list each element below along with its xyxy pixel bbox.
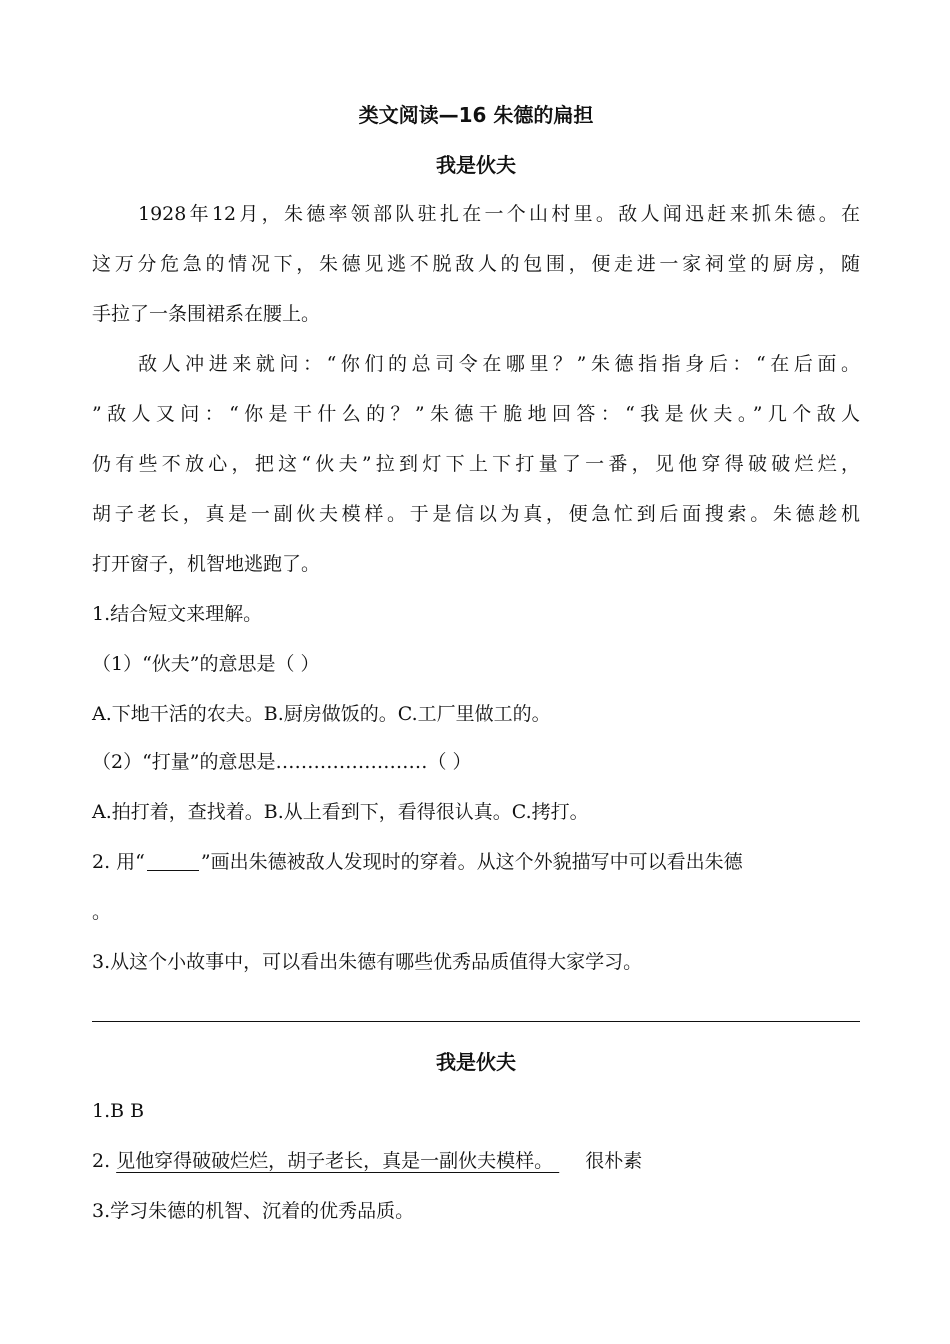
- question-1-2-options: A.拍打着，查找着。B.从上看到下，看得很认真。C.拷打。: [92, 801, 589, 823]
- section-divider: [92, 1021, 860, 1022]
- paragraph-line-5: ”敌人又问：“你是干什么的？”朱德干脆地回答：“我是伙夫。”几个敌人: [92, 403, 860, 425]
- story-title: 我是伙夫: [436, 153, 516, 177]
- answer-2-prefix: 2.: [92, 1150, 117, 1172]
- answers-title: 我是伙夫: [436, 1050, 516, 1074]
- answer-2-underlined-text: 见他穿得破破烂烂，胡子老长，真是一副伙夫模样。: [116, 1150, 560, 1172]
- main-title: 类文阅读—16 朱德的扁担: [358, 103, 594, 127]
- question-1-1-options: A.下地干活的农夫。B.厨房做饭的。C.工厂里做工的。: [92, 703, 551, 725]
- paragraph-line-4: 敌人冲进来就问：“你们的总司令在哪里？”朱德指指身后：“在后面。: [138, 353, 860, 375]
- answer-3: 3.学习朱德的机智、沉着的优秀品质。: [92, 1200, 415, 1222]
- paragraph-line-2: 这万分危急的情况下，朱德见逃不脱敌人的包围，便走进一家祠堂的厨房，随: [92, 253, 860, 275]
- question-1: 1.结合短文来理解。: [92, 603, 263, 625]
- question-2-suffix: ”画出朱德被敌人发现时的穿着。从这个外貌描写中可以看出朱德: [200, 851, 743, 873]
- question-3: 3.从这个小故事中，可以看出朱德有哪些优秀品质值得大家学习。: [92, 951, 643, 973]
- underline-sample: [147, 850, 199, 871]
- answer-1: 1.B B: [92, 1100, 145, 1122]
- answer-2: [92, 1146, 860, 1176]
- paragraph-line-1: 1928年12月，朱德率领部队驻扎在一个山村里。敌人闻迅赶来抓朱德。在: [138, 203, 860, 225]
- paragraph-line-6: 仍有些不放心，把这“伙夫”拉到灯下上下打量了一番，见他穿得破破烂烂，: [92, 453, 860, 475]
- question-1-1: （1）“伙夫”的意思是（ ）: [92, 653, 320, 675]
- paragraph-line-8: 打开窗子，机智地逃跑了。: [92, 553, 321, 575]
- question-2-tail: 。: [92, 901, 112, 923]
- answer-2-suffix: 很朴素: [585, 1150, 643, 1172]
- question-2: [92, 847, 860, 877]
- paragraph-line-3: 手拉了一条围裙系在腰上。: [92, 303, 321, 325]
- question-1-2: （2）“打量”的意思是……………………（ ）: [92, 751, 472, 773]
- question-2-prefix: 2. 用“: [92, 851, 145, 873]
- paragraph-line-7: 胡子老长，真是一副伙夫模样。于是信以为真，便急忙到后面搜索。朱德趁机: [92, 503, 860, 525]
